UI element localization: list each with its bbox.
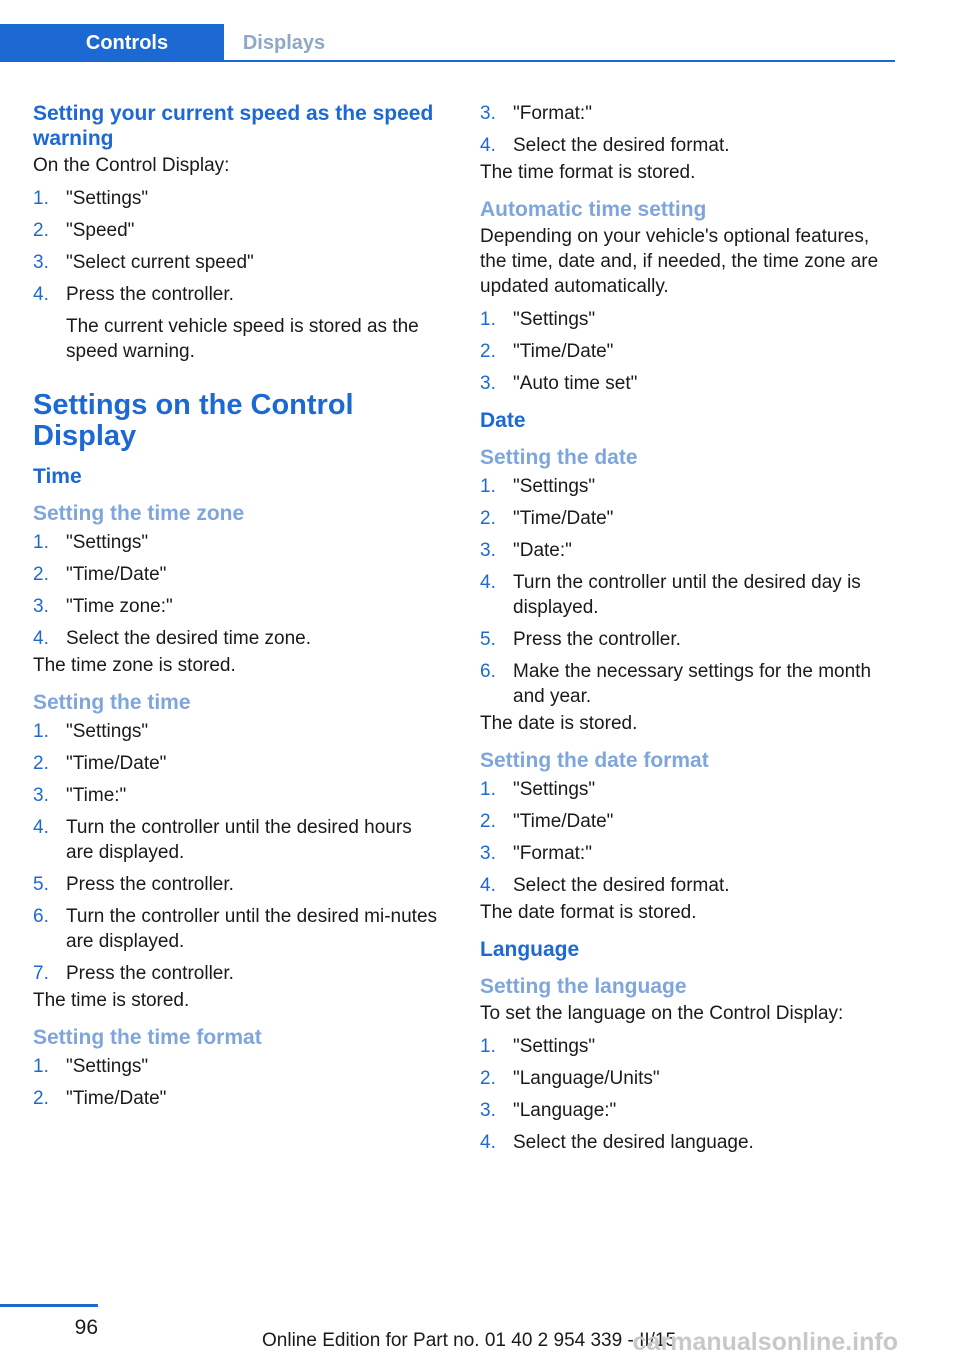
tab-controls[interactable]: Controls	[0, 24, 224, 62]
page-number: 96	[74, 1316, 98, 1339]
subsection-title-time-format: Setting the time format	[33, 1026, 262, 1049]
section-title-language: Language	[480, 938, 580, 961]
list-item: 2. "Speed"	[33, 220, 135, 241]
list-item: 1. "Settings"	[480, 476, 596, 497]
step-number: 3.	[480, 540, 496, 561]
subsection-title-auto-time: Automatic time setting	[480, 198, 707, 221]
list-item: 2. "Time/Date"	[480, 341, 614, 362]
list-item: 3. "Auto time set"	[480, 373, 638, 394]
list-item: 1. "Settings"	[480, 309, 596, 330]
right-column	[480, 101, 900, 1162]
watermark: carmanualsonline.info	[632, 1328, 898, 1356]
header-rule	[0, 60, 895, 62]
step-number: 2.	[33, 753, 49, 774]
result-text: The date is stored.	[480, 713, 638, 734]
list-item: 3. "Time:"	[33, 785, 127, 806]
list-item: 2. "Time/Date"	[33, 753, 167, 774]
left-column	[33, 101, 443, 1118]
step-number: 6.	[33, 906, 49, 927]
step-number: 2.	[33, 564, 49, 585]
step-note: The current vehicle speed is stored as the speed warning.	[66, 316, 419, 362]
step-number: 6.	[480, 661, 496, 682]
edition-text: Online Edition for Part no. 01 40 2 954 339 - II/15	[262, 1330, 677, 1351]
steps-language	[480, 1034, 900, 1155]
list-item: 3. "Date:"	[480, 540, 572, 561]
step-number: 3.	[480, 373, 496, 394]
step-number: 4.	[480, 135, 496, 156]
step-number: 4.	[480, 1132, 496, 1153]
step-number: 3.	[33, 252, 49, 273]
subsection-title-date: Setting the date	[480, 446, 638, 469]
step-number: 2.	[33, 1088, 49, 1109]
list-item: 5. Press the controller.	[480, 629, 681, 650]
list-item: 2. "Time/Date"	[33, 1088, 167, 1109]
result-text: The time format is stored.	[480, 162, 696, 183]
steps-time-zone	[33, 530, 443, 651]
steps-time-format-continued	[480, 101, 900, 158]
page-title: Settings on the Control Display	[33, 389, 354, 452]
list-item: 3. "Time zone:"	[33, 596, 173, 617]
intro-text: To set the language on the Control Display:	[480, 1003, 844, 1024]
list-item: 1. "Settings"	[33, 188, 149, 209]
step-number: 1.	[33, 1056, 49, 1077]
section-title-date: Date	[480, 409, 526, 432]
subsection-title-language: Setting the language	[480, 975, 687, 998]
steps-time-format	[33, 1054, 443, 1111]
list-item: 3. "Format:"	[480, 843, 592, 864]
step-number: 1.	[33, 721, 49, 742]
steps-auto-time	[480, 307, 900, 396]
list-item: 4. Press the controller. The current vehicle speed is stored as the speed warning.	[33, 282, 443, 364]
list-item: 2. "Time/Date"	[480, 811, 614, 832]
list-item: 4. Select the desired format.	[480, 135, 730, 156]
section-title-time: Time	[33, 465, 82, 488]
list-item: 4. Select the desired language.	[480, 1132, 754, 1153]
result-text: The time zone is stored.	[33, 655, 236, 676]
step-number: 1.	[480, 476, 496, 497]
list-item: 2. "Time/Date"	[480, 508, 614, 529]
step-number: 4.	[480, 572, 496, 593]
step-number: 1.	[480, 1036, 496, 1057]
step-number: 3.	[480, 1100, 496, 1121]
steps-time	[33, 719, 443, 986]
list-item: 2. "Time/Date"	[33, 564, 167, 585]
step-number: 5.	[480, 629, 496, 650]
list-item: 3. "Language:"	[480, 1100, 617, 1121]
chapter-tabs	[0, 24, 895, 62]
list-item: 1. "Settings"	[33, 721, 149, 742]
subsection-title-time: Setting the time	[33, 691, 191, 714]
list-item: 1. "Settings"	[480, 1036, 596, 1057]
step-number: 3.	[480, 843, 496, 864]
list-item: 6. Turn the controller until the desired mi‐nutes are displayed.	[33, 906, 438, 952]
list-item: 1. "Settings"	[33, 1056, 149, 1077]
tab-displays[interactable]: Displays	[242, 32, 326, 54]
result-text: The time is stored.	[33, 990, 190, 1011]
intro-text: Depending on your vehicle's optional features, the time, date and, if needed, the time zone are updated automatically.	[480, 226, 879, 297]
list-item: 2. "Language/Units"	[480, 1068, 660, 1089]
list-item: 4. Select the desired time zone.	[33, 628, 312, 649]
list-item: 7. Press the controller.	[33, 963, 234, 984]
step-number: 2.	[480, 341, 496, 362]
list-item: 5. Press the controller.	[33, 874, 234, 895]
subsection-title-time-zone: Setting the time zone	[33, 502, 245, 525]
step-number: 2.	[33, 220, 49, 241]
list-item: 4. Select the desired format.	[480, 875, 730, 896]
result-text: The date format is stored.	[480, 902, 697, 923]
step-number: 1.	[480, 309, 496, 330]
step-number: 4.	[33, 284, 49, 305]
step-number: 2.	[480, 811, 496, 832]
step-number: 1.	[480, 779, 496, 800]
step-number: 4.	[33, 628, 49, 649]
step-number: 5.	[33, 874, 49, 895]
list-item: 6. Make the necessary settings for the month and year.	[480, 661, 872, 707]
list-item: 1. "Settings"	[33, 532, 149, 553]
section-title-speed-warning: Setting your current speed as the speed warning	[33, 102, 434, 150]
list-item: 1. "Settings"	[480, 779, 596, 800]
step-number: 1.	[33, 532, 49, 553]
step-number: 3.	[33, 785, 49, 806]
steps-date	[480, 474, 900, 709]
list-item: 4. Turn the controller until the desired day is displayed.	[480, 572, 861, 618]
list-item: 3. "Format:"	[480, 103, 592, 124]
step-number: 4.	[480, 875, 496, 896]
list-item: 4. Turn the controller until the desired hours are displayed.	[33, 817, 412, 863]
intro-text: On the Control Display:	[33, 155, 230, 176]
steps-speed-warning	[33, 186, 443, 364]
list-item: 3. "Select current speed"	[33, 252, 254, 273]
subsection-title-date-format: Setting the date format	[480, 749, 709, 772]
step-number: 1.	[33, 188, 49, 209]
step-number: 3.	[480, 103, 496, 124]
footer-rule	[0, 1304, 98, 1307]
step-number: 7.	[33, 963, 49, 984]
step-number: 2.	[480, 1068, 496, 1089]
steps-date-format	[480, 777, 900, 898]
step-number: 3.	[33, 596, 49, 617]
step-number: 2.	[480, 508, 496, 529]
step-number: 4.	[33, 817, 49, 838]
